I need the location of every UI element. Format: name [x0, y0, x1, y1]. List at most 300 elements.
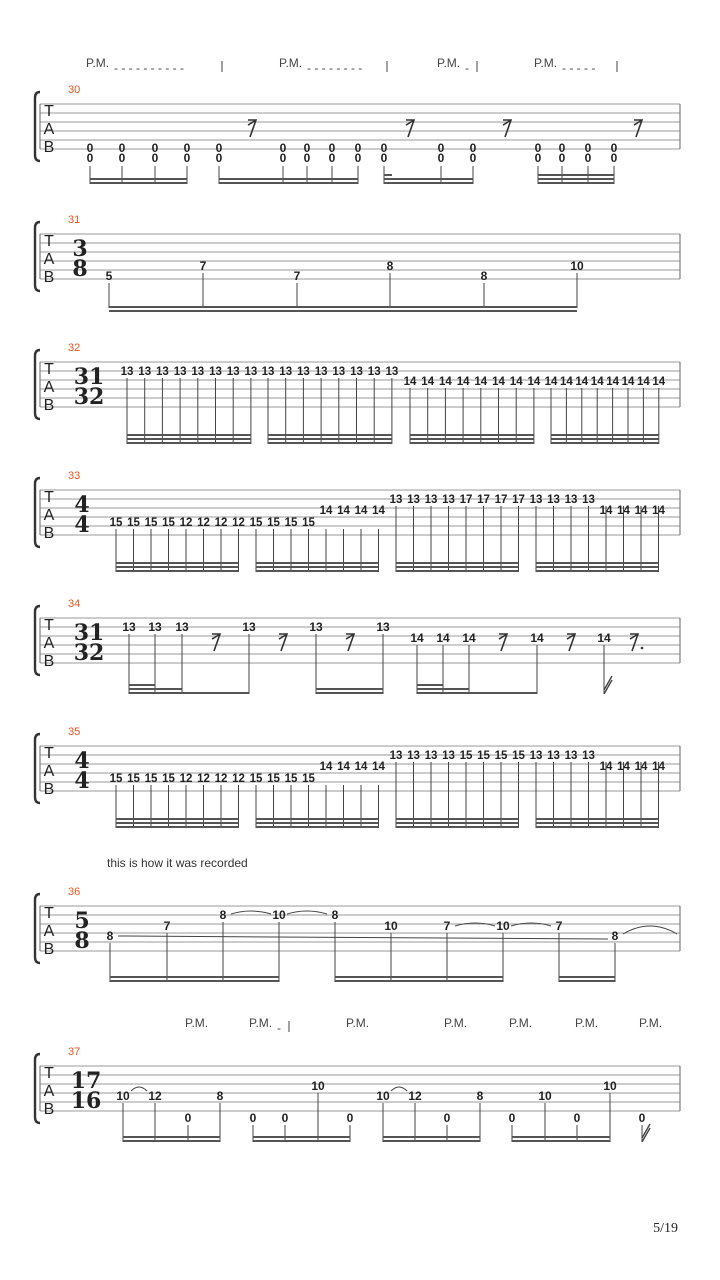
- fret-number: 14: [421, 376, 435, 388]
- fret-number: 10: [384, 919, 398, 933]
- fret-number: 13: [564, 494, 578, 506]
- fret-number: 0: [437, 141, 445, 155]
- beam: [383, 1140, 480, 1142]
- fret-number: 8: [611, 929, 619, 943]
- fret-number: 14: [621, 376, 635, 388]
- fret-number: 14: [599, 505, 613, 517]
- time-signature: 16: [70, 1088, 102, 1114]
- fret-number: 13: [156, 366, 169, 378]
- measure-number: 34: [68, 598, 81, 610]
- rest-symbol: [630, 634, 638, 651]
- fret-number: 15: [109, 773, 123, 785]
- fret-number: 13: [582, 750, 595, 762]
- beam: [256, 826, 379, 828]
- fret-number: 15: [284, 517, 298, 529]
- fret-number: 0: [558, 141, 566, 155]
- tab-clef-letter: B: [43, 525, 55, 542]
- fret-number: 8: [480, 269, 488, 283]
- fret-number: 15: [249, 517, 263, 529]
- fret-number: 7: [163, 919, 171, 933]
- palm-mute-label: P.M.: [346, 1016, 370, 1030]
- fret-number: 14: [354, 761, 368, 773]
- fret-number: 15: [477, 750, 490, 762]
- fret-number: 13: [385, 366, 399, 378]
- fret-number: 0: [303, 151, 311, 165]
- beam: [396, 562, 519, 564]
- fret-number: 14: [372, 761, 385, 773]
- fret-number: 13: [529, 494, 543, 506]
- beam: [256, 822, 379, 824]
- rest-symbol: [346, 634, 354, 651]
- fret-number: 14: [544, 376, 558, 388]
- fret-number: 15: [249, 773, 263, 785]
- tab-clef-letter: B: [43, 1101, 55, 1118]
- palm-mute-label: P.M.: [185, 1016, 209, 1030]
- fret-number: 13: [226, 366, 240, 378]
- palm-mute-label: P.M.: [534, 56, 558, 70]
- beam: [316, 692, 383, 694]
- fret-number: 0: [215, 141, 223, 155]
- palm-mute-label: P.M.: [437, 56, 461, 70]
- beam: [536, 818, 659, 820]
- fret-number: 13: [564, 750, 578, 762]
- fret-number: 7: [443, 919, 451, 933]
- fret-number: 14: [530, 631, 544, 645]
- fret-number: 14: [354, 505, 368, 517]
- fret-number: 0: [183, 141, 191, 155]
- palm-mute-label: P.M.: [86, 56, 110, 70]
- beam: [536, 562, 659, 564]
- fret-number: 0: [346, 1111, 354, 1125]
- fret-number: 0: [86, 151, 94, 165]
- system-bracket: [35, 1054, 40, 1123]
- beam: [90, 178, 187, 180]
- time-signature: 5: [74, 908, 90, 934]
- beam: [396, 566, 519, 568]
- fret-number: 13: [547, 494, 560, 506]
- fret-number: 15: [267, 517, 280, 529]
- fret-number: 14: [652, 376, 666, 388]
- fret-number: 14: [617, 505, 630, 517]
- beam: [417, 684, 443, 686]
- beam: [116, 822, 239, 824]
- beam: [396, 822, 519, 824]
- fret-number: 15: [494, 750, 508, 762]
- fret-number: 14: [439, 376, 452, 388]
- fret-number: 0: [118, 151, 126, 165]
- flag: [642, 1124, 650, 1142]
- fret-number: 13: [279, 366, 293, 378]
- measure-number: 33: [68, 470, 81, 482]
- fret-number: 0: [584, 151, 592, 165]
- beam: [109, 306, 577, 308]
- fret-number: 15: [459, 750, 473, 762]
- time-signature: 32: [73, 640, 105, 666]
- fret-number: 15: [144, 517, 158, 529]
- measure-number: 30: [68, 84, 81, 96]
- beam: [123, 1140, 220, 1142]
- beam: [559, 976, 615, 978]
- dot: [641, 647, 644, 650]
- measure-number: 36: [68, 886, 81, 898]
- fret-number: 14: [462, 631, 476, 645]
- fret-number: 13: [122, 620, 136, 634]
- fret-number: 15: [267, 773, 280, 785]
- fret-number: 15: [127, 773, 140, 785]
- system-bracket: [35, 478, 40, 547]
- tab-clef-letter: T: [44, 103, 54, 120]
- beam: [410, 442, 534, 444]
- beam: [268, 442, 392, 444]
- fret-number: 17: [494, 494, 508, 506]
- beam: [384, 182, 473, 184]
- fret-number: 14: [319, 505, 333, 517]
- page-number: 5/19: [653, 1221, 678, 1236]
- measure-number: 37: [68, 1046, 81, 1058]
- fret-number: 0: [380, 151, 388, 165]
- fret-number: 0: [354, 141, 362, 155]
- fret-number: 13: [191, 366, 205, 378]
- tab-clef-letter: A: [43, 251, 55, 268]
- beam: [538, 174, 614, 176]
- fret-number: 15: [512, 750, 525, 762]
- fret-number: 8: [106, 929, 114, 943]
- time-signature: 31: [73, 364, 105, 390]
- beam: [256, 570, 379, 572]
- tab-clef-letter: T: [44, 1065, 54, 1082]
- fret-number: 10: [272, 908, 286, 922]
- fret-number: 13: [242, 620, 256, 634]
- time-signature: 4: [74, 492, 90, 518]
- fret-number: 0: [215, 151, 223, 165]
- fret-number: 10: [311, 1079, 325, 1093]
- measure-number: 35: [68, 726, 81, 738]
- beam: [116, 562, 239, 564]
- beam: [256, 566, 379, 568]
- fret-number: 15: [302, 773, 315, 785]
- fret-number: 14: [617, 761, 630, 773]
- fret-number: 13: [209, 366, 222, 378]
- fret-number: 7: [555, 919, 563, 933]
- fret-number: 8: [219, 908, 227, 922]
- tab-clef-letter: T: [44, 617, 54, 634]
- beam: [417, 692, 537, 694]
- fret-number: 13: [389, 750, 403, 762]
- fret-number: 13: [407, 494, 420, 506]
- fret-number: 14: [436, 631, 450, 645]
- beam: [538, 178, 614, 180]
- fret-number: 10: [570, 259, 584, 273]
- fret-number: 8: [216, 1089, 224, 1103]
- beam: [268, 438, 392, 440]
- fret-number: 17: [512, 494, 525, 506]
- flag: [604, 676, 612, 694]
- fret-number: 0: [610, 141, 618, 155]
- system-bracket: [35, 350, 40, 419]
- slur: [131, 1087, 147, 1091]
- fret-number: 14: [606, 376, 619, 388]
- fret-number: 13: [261, 366, 275, 378]
- fret-number: 0: [534, 141, 542, 155]
- beam: [110, 976, 279, 978]
- fret-number: 8: [386, 259, 394, 273]
- beam: [383, 1136, 480, 1138]
- annotation-text: this is how it was recorded: [107, 856, 248, 870]
- fret-number: 14: [637, 376, 650, 388]
- slur: [391, 1087, 407, 1091]
- rest-symbol: [406, 120, 414, 137]
- beam: [256, 818, 379, 820]
- time-signature: 32: [73, 384, 105, 410]
- fret-number: 0: [328, 141, 336, 155]
- beam: [110, 980, 279, 982]
- fret-number: 13: [297, 366, 310, 378]
- palm-mute-label: P.M.: [444, 1016, 468, 1030]
- fret-number: 14: [575, 376, 589, 388]
- fret-number: 13: [175, 620, 189, 634]
- fret-number: 13: [350, 366, 363, 378]
- time-signature: 8: [72, 256, 88, 282]
- tab-clef-letter: T: [44, 489, 54, 506]
- beam: [559, 980, 615, 982]
- fret-number: 0: [638, 1111, 646, 1125]
- fret-number: 0: [610, 151, 618, 165]
- beam: [283, 178, 358, 180]
- fret-number: 0: [86, 141, 94, 155]
- palm-mute-label: P.M.: [509, 1016, 533, 1030]
- tab-clef-letter: T: [44, 905, 54, 922]
- fret-number: 12: [197, 773, 210, 785]
- beam: [384, 178, 473, 180]
- palm-mute-dashes: - - - - - - - -: [307, 61, 363, 75]
- fret-number: 13: [309, 620, 323, 634]
- fret-number: 0: [469, 151, 477, 165]
- fret-number: 0: [328, 151, 336, 165]
- beam: [316, 688, 383, 690]
- beam: [256, 562, 379, 564]
- fret-number: 0: [443, 1111, 451, 1125]
- fret-number: 14: [527, 376, 541, 388]
- tab-clef-letter: T: [44, 361, 54, 378]
- beam: [536, 826, 659, 828]
- beam: [116, 826, 239, 828]
- beam: [335, 976, 503, 978]
- tab-clef-letter: B: [43, 139, 55, 156]
- fret-number: 13: [120, 366, 134, 378]
- beam: [551, 438, 659, 440]
- fret-number: 0: [584, 141, 592, 155]
- palm-mute-dashes: - - - - -: [562, 61, 596, 75]
- beam: [417, 688, 469, 690]
- fret-number: 14: [492, 376, 505, 388]
- beam: [536, 566, 659, 568]
- beam: [536, 822, 659, 824]
- palm-mute-label: P.M.: [639, 1016, 663, 1030]
- fret-number: 13: [367, 366, 381, 378]
- fret-number: 0: [184, 1111, 192, 1125]
- beam: [90, 182, 187, 184]
- fret-number: 8: [331, 908, 339, 922]
- fret-number: 12: [179, 517, 193, 529]
- fret-number: 0: [558, 151, 566, 165]
- fret-number: 12: [214, 773, 228, 785]
- fret-number: 0: [354, 151, 362, 165]
- fret-number: 0: [151, 141, 159, 155]
- fret-number: 14: [560, 376, 573, 388]
- fret-number: 15: [284, 773, 298, 785]
- beam: [551, 434, 659, 436]
- beam: [335, 980, 503, 982]
- fret-number: 14: [597, 631, 611, 645]
- palm-mute-label: P.M.: [249, 1016, 273, 1030]
- fret-number: 10: [538, 1089, 552, 1103]
- fret-number: 14: [403, 376, 417, 388]
- fret-number: 0: [151, 151, 159, 165]
- fret-number: 12: [179, 773, 193, 785]
- slur: [231, 911, 271, 914]
- fret-number: 12: [232, 773, 245, 785]
- palm-mute-dashes: - - - - - - - - - -: [114, 61, 184, 75]
- fret-number: 13: [407, 750, 420, 762]
- beam: [396, 826, 519, 828]
- fret-number: 13: [529, 750, 543, 762]
- tab-clef-letter: B: [43, 653, 55, 670]
- fret-number: 13: [376, 620, 390, 634]
- fret-number: 13: [442, 750, 455, 762]
- fret-number: 14: [652, 761, 665, 773]
- fret-number: 14: [456, 376, 470, 388]
- fret-number: 0: [279, 151, 287, 165]
- fret-number: 13: [148, 620, 162, 634]
- fret-number: 0: [118, 141, 126, 155]
- fret-number: 14: [652, 505, 665, 517]
- beam: [109, 310, 577, 312]
- fret-number: 13: [173, 366, 187, 378]
- fret-number: 0: [437, 151, 445, 165]
- fret-number: 14: [599, 761, 613, 773]
- fret-number: 14: [590, 376, 604, 388]
- beam: [127, 438, 251, 440]
- beam: [219, 182, 358, 184]
- beam: [396, 570, 519, 572]
- fret-number: 17: [477, 494, 490, 506]
- fret-number: 15: [302, 517, 315, 529]
- fret-number: 0: [508, 1111, 516, 1125]
- fret-number: 10: [496, 919, 510, 933]
- beam: [123, 1136, 220, 1138]
- fret-number: 0: [573, 1111, 581, 1125]
- fret-number: 13: [582, 494, 595, 506]
- beam: [512, 1136, 610, 1138]
- fret-number: 14: [634, 505, 648, 517]
- fret-number: 13: [138, 366, 152, 378]
- rest-symbol: [279, 634, 287, 651]
- beam: [410, 434, 534, 436]
- rest-symbol: [567, 634, 575, 651]
- fret-number: 17: [459, 494, 473, 506]
- time-signature: 8: [74, 928, 90, 954]
- fret-number: 14: [337, 505, 350, 517]
- beam: [538, 182, 614, 184]
- beam: [116, 818, 239, 820]
- tab-clef-letter: A: [43, 121, 55, 138]
- beam: [253, 1140, 350, 1142]
- fret-number: 13: [389, 494, 403, 506]
- beam: [536, 570, 659, 572]
- measure-number: 31: [68, 214, 81, 226]
- fret-number: 14: [509, 376, 523, 388]
- time-signature: 17: [70, 1068, 102, 1094]
- fret-number: 12: [214, 517, 228, 529]
- time-signature: 31: [73, 620, 105, 646]
- fret-number: 14: [319, 761, 333, 773]
- fret-number: 15: [162, 773, 175, 785]
- system-bracket: [35, 894, 40, 963]
- fret-number: 0: [249, 1111, 257, 1125]
- fret-number: 15: [127, 517, 140, 529]
- slide-line: [118, 936, 608, 939]
- beam: [129, 692, 249, 694]
- beam: [268, 434, 392, 436]
- fret-number: 15: [162, 517, 175, 529]
- system-bracket: [35, 92, 40, 161]
- fret-number: 13: [332, 366, 346, 378]
- fret-number: 13: [424, 750, 438, 762]
- slur: [287, 911, 327, 914]
- fret-number: 13: [547, 750, 560, 762]
- beam: [551, 442, 659, 444]
- fret-number: 13: [314, 366, 328, 378]
- fret-number: 12: [148, 1089, 162, 1103]
- tab-clef-letter: A: [43, 1083, 55, 1100]
- beam: [253, 1136, 350, 1138]
- tab-clef-letter: T: [44, 745, 54, 762]
- beam: [116, 566, 239, 568]
- fret-number: 0: [183, 151, 191, 165]
- fret-number: 12: [197, 517, 210, 529]
- system-bracket: [35, 606, 40, 675]
- tab-clef-letter: A: [43, 635, 55, 652]
- time-signature: 4: [74, 512, 90, 538]
- fret-number: 10: [376, 1089, 390, 1103]
- fret-number: 0: [380, 141, 388, 155]
- palm-mute-label: P.M.: [575, 1016, 599, 1030]
- beam: [410, 438, 534, 440]
- beam: [127, 442, 251, 444]
- beam: [127, 434, 251, 436]
- rest-symbol: [499, 634, 507, 651]
- fret-number: 10: [116, 1089, 130, 1103]
- fret-number: 14: [337, 761, 350, 773]
- tab-clef-letter: A: [43, 507, 55, 524]
- tab-clef-letter: A: [43, 923, 55, 940]
- fret-number: 0: [303, 141, 311, 155]
- fret-number: 15: [109, 517, 123, 529]
- fret-number: 12: [232, 517, 245, 529]
- tab-clef-letter: B: [43, 269, 55, 286]
- fret-number: 0: [469, 141, 477, 155]
- beam: [116, 570, 239, 572]
- beam: [129, 684, 155, 686]
- fret-number: 7: [293, 269, 301, 283]
- fret-number: 7: [199, 259, 207, 273]
- palm-mute-dashes: -: [277, 1021, 281, 1035]
- fret-number: 14: [474, 376, 488, 388]
- fret-number: 14: [634, 761, 648, 773]
- time-signature: 4: [74, 748, 90, 774]
- tab-clef-letter: T: [44, 233, 54, 250]
- palm-mute-label: P.M.: [279, 56, 303, 70]
